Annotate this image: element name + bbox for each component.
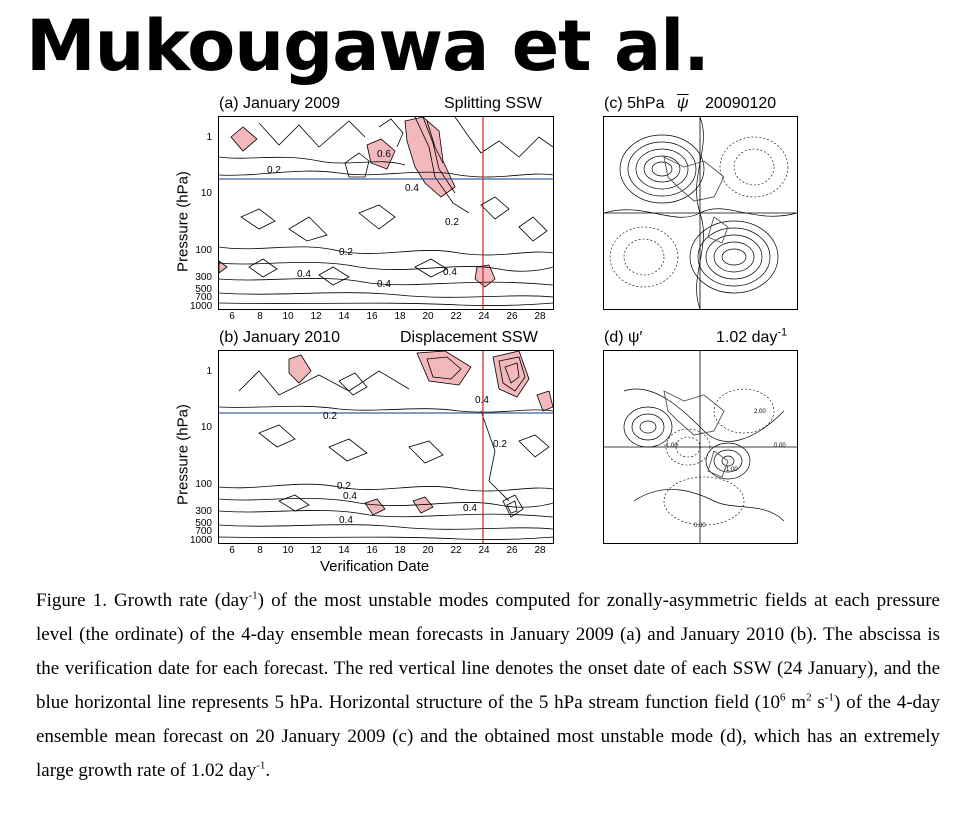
contour-label: 0.6 [377, 149, 391, 160]
caption-superscript: -1 [256, 759, 266, 772]
caption-superscript: -1 [248, 589, 258, 602]
figure-caption [36, 584, 940, 788]
panel-a-ssw-type: Splitting SSW [444, 95, 542, 112]
contour-label: -1.00 [724, 467, 738, 473]
panel-c-date: 20090120 [705, 95, 777, 112]
x-tick: 28 [534, 311, 546, 322]
x-tick: 28 [534, 545, 546, 556]
caption-text: . [265, 760, 271, 781]
caption-superscript: 6 [779, 691, 786, 704]
contour-label: 0.2 [445, 217, 459, 228]
panel-c-level: (c) 5hPa [604, 95, 665, 112]
panel-d-growth-rate [716, 326, 788, 347]
x-tick: 16 [366, 545, 378, 556]
contour-label: 0.4 [443, 267, 457, 278]
x-tick: 26 [506, 545, 518, 556]
contour-label: 0.00 [694, 523, 706, 529]
x-tick: 12 [310, 545, 322, 556]
contour-label: 0.4 [463, 503, 477, 514]
x-tick: 24 [478, 545, 490, 556]
y-tick: 100 [195, 479, 212, 490]
panel-d-value: 1.02 day [716, 329, 778, 346]
y-tick: 1000 [190, 301, 213, 312]
contour-label: 0.4 [377, 279, 391, 290]
y-tick: 100 [195, 245, 212, 256]
panel-c-map-svg [604, 117, 797, 309]
x-tick: 10 [282, 545, 294, 556]
contour-label: 0.2 [337, 481, 351, 492]
contour-label: 0.4 [297, 269, 311, 280]
y-tick: 300 [195, 272, 212, 283]
panel-b-ssw-type: Displacement SSW [400, 329, 538, 346]
y-axis-label-b: Pressure (hPa) [174, 404, 192, 505]
x-tick: 18 [394, 545, 406, 556]
caption-text: Figure 1. Growth rate (day [36, 590, 249, 611]
x-tick: 6 [229, 311, 235, 322]
caption-superscript: 2 [806, 691, 812, 704]
contour-label: 0.2 [493, 439, 507, 450]
contour-label: 0.4 [475, 395, 489, 406]
y-tick: 700 [195, 292, 212, 303]
panel-b-title: (b) January 2010 [219, 329, 340, 346]
shaded-region [289, 355, 311, 383]
contour-label: 0.2 [323, 411, 337, 422]
panel-a-title: (a) January 2009 [219, 95, 340, 112]
x-tick: 12 [310, 311, 322, 322]
panel-a-contour-svg [219, 117, 553, 309]
panel-c-symbol: $\overline{\psi}$ [676, 95, 689, 112]
contour-label: 0.00 [774, 443, 786, 449]
panel-d-exponent: -1 [777, 326, 788, 339]
panel-a-contour-plot [218, 116, 554, 310]
caption-text: s [811, 692, 825, 713]
y-tick: 500 [195, 284, 212, 295]
shaded-region [475, 265, 495, 287]
contour-label: 0.4 [343, 491, 357, 502]
y-tick: 300 [195, 506, 212, 517]
x-tick: 16 [366, 311, 378, 322]
contour-label: 0.2 [339, 247, 353, 258]
x-axis-label: Verification Date [320, 558, 430, 575]
x-tick: 26 [506, 311, 518, 322]
shaded-region [417, 351, 471, 385]
panel-b-contour-plot [218, 350, 554, 544]
x-tick: 22 [450, 311, 462, 322]
x-tick: 14 [338, 545, 350, 556]
contour-label: 0.4 [405, 183, 419, 194]
x-tick: 6 [229, 545, 235, 556]
y-tick: 1000 [190, 535, 213, 546]
y-tick: 500 [195, 518, 212, 529]
y-tick: 10 [200, 188, 212, 199]
caption-superscript: -1 [824, 691, 834, 704]
x-tick: 20 [422, 311, 434, 322]
panel-d-map-svg [604, 351, 797, 543]
shaded-region [231, 127, 257, 151]
panel-b-contour-svg [219, 351, 553, 543]
y-tick: 1 [206, 132, 212, 143]
x-tick: 20 [422, 545, 434, 556]
contour-label: 0.4 [339, 515, 353, 526]
x-tick: 14 [338, 311, 350, 322]
shaded-region [493, 351, 529, 397]
y-tick: 1 [206, 366, 212, 377]
panel-d-title: (d) ψ′ [604, 329, 643, 346]
contour-label: -1.00 [664, 443, 678, 449]
slide-title: Mukougawa et al. [26, 5, 709, 87]
panel-c-title [604, 95, 776, 113]
y-axis-label-a: Pressure (hPa) [174, 171, 192, 272]
caption-text: m [785, 692, 807, 713]
contour-label: 0.2 [267, 165, 281, 176]
x-tick: 24 [478, 311, 490, 322]
panel-d-map [603, 350, 798, 544]
contour-label: 2.00 [754, 409, 766, 415]
x-tick: 10 [282, 311, 294, 322]
y-tick: 700 [195, 526, 212, 537]
shaded-region [365, 499, 385, 515]
x-tick: 8 [257, 311, 263, 322]
y-tick: 10 [200, 422, 212, 433]
caption-text: ) of the most unstable modes computed for zonally-asymmetric fields at each pressure level (the ordinate) of the 4-day ensemble mean forecasts in January 2009 (a) and January 2010 (b). The abscissa is the verification date for each forecast. The red vertical line denotes the onset date of each SSW (24 January), and the blue horizontal line represents 5 hPa. Horizontal structure of the 5 hPa stream function field (10 [36, 590, 940, 713]
x-tick: 18 [394, 311, 406, 322]
x-tick: 8 [257, 545, 263, 556]
shaded-region [537, 391, 553, 411]
panel-c-map [603, 116, 798, 310]
caption-text: ) of the 4-day ensemble mean forecast on 20 January 2009 (c) and the obtained most unstable mode (d), which has an extremely large growth rate of 1.02 day [36, 692, 940, 781]
x-tick: 22 [450, 545, 462, 556]
